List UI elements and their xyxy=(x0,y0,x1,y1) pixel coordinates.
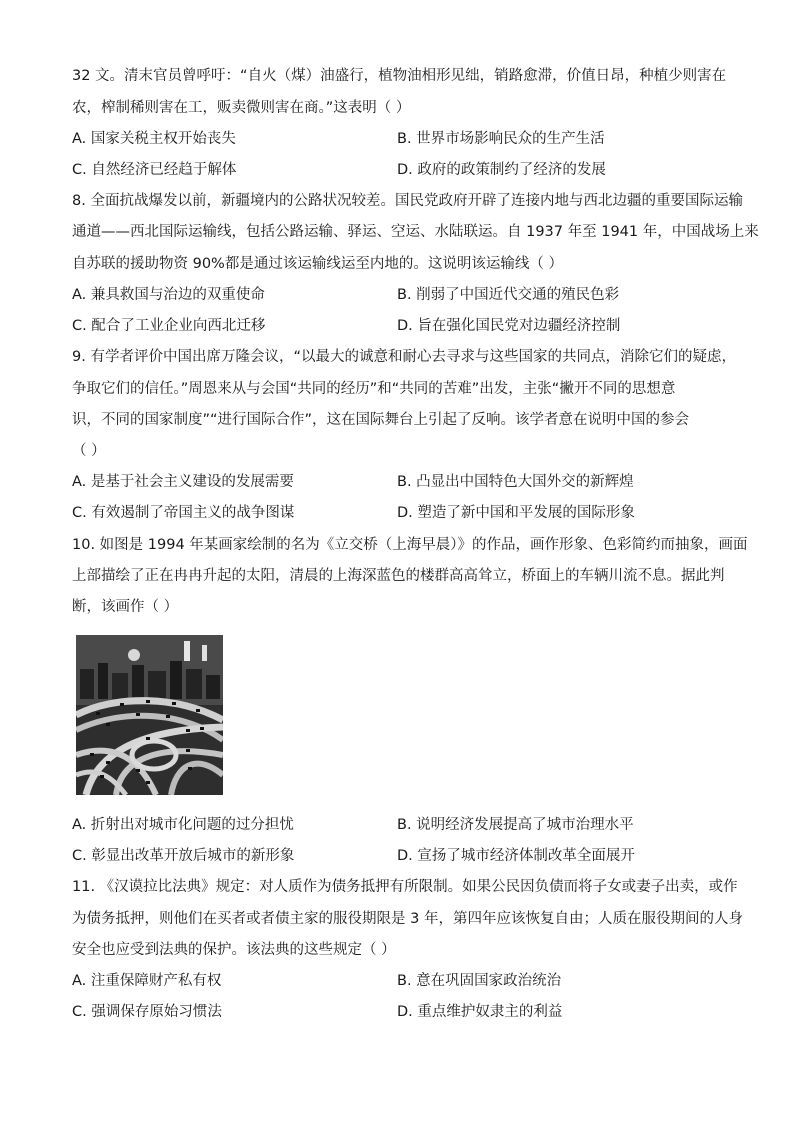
q8-option-a: A. 兼具救国与治边的双重使命 xyxy=(72,287,265,303)
q7-option-a: A. 国家关税主权开始丧失 xyxy=(72,131,236,147)
q8-option-c: C. 配合了工业企业向西北迁移 xyxy=(72,318,266,334)
q9-option-d: D. 塑造了新中国和平发展的国际形象 xyxy=(397,505,635,521)
q9-option-c: C. 有效遏制了帝国主义的战争图谋 xyxy=(72,505,295,521)
q8-option-b: B. 削弱了中国近代交通的殖民色彩 xyxy=(397,287,620,303)
painting-illustration xyxy=(76,635,223,795)
q11-option-a: A. 注重保障财产私有权 xyxy=(72,973,222,989)
q10-stem-line-2: 上部描绘了正在冉冉升起的太阳，清晨的上海深蓝色的楼群高高耸立，桥面上的车辆川流不息。据此判 xyxy=(72,568,725,584)
q10-option-a: A. 折射出对城市化问题的过分担忧 xyxy=(72,817,294,833)
q7-option-b: B. 世界市场影响民众的生产生活 xyxy=(397,131,605,147)
q10-option-b: B. 说明经济发展提高了城市治理水平 xyxy=(397,817,634,833)
q9-option-a: A. 是基于社会主义建设的发展需要 xyxy=(72,474,294,490)
q9-stem-line-3: 识，不同的国家制度”“进行国际合作”，这在国际舞台上引起了反响。该学者意在说明中国的参会 xyxy=(72,412,690,428)
q8-stem-line-1: 8. 全面抗战爆发以前，新疆境内的公路状况较差。国民党政府开辟了连接内地与西北边疆的重要国际运输 xyxy=(72,193,743,209)
q8-option-d: D. 旨在强化国民党对边疆经济控制 xyxy=(397,318,621,334)
q7-stem-line-1: 32 文。清末官员曾呼吁：“自火（煤）油盛行，植物油相形见绌，销路愈滞，价值日昂，种植少则害在 xyxy=(72,68,727,84)
q10-option-d: D. 宣扬了城市经济体制改革全面展开 xyxy=(397,848,635,864)
q11-option-b: B. 意在巩固国家政治统治 xyxy=(397,973,562,989)
q9-stem-line-1: 9. 有学者评价中国出席万隆会议，“以最大的诚意和耐心去寻求与这些国家的共同点，消除它们的疑虑， xyxy=(72,349,736,365)
q11-option-c: C. 强调保存原始习惯法 xyxy=(72,1004,222,1020)
q10-option-c: C. 彰显出改革开放后城市的新形象 xyxy=(72,848,295,864)
q11-stem-line-2: 为债务抵押，则他们在买者或者债主家的服役期限是 3 年，第四年应该恢复自由；人质在服役期间的人身 xyxy=(72,911,743,927)
q11-option-d: D. 重点维护奴隶主的利益 xyxy=(397,1004,563,1020)
q10-stem-line-3: 断，该画作（ ） xyxy=(72,599,179,615)
q10-stem-line-1: 10. 如图是 1994 年某画家绘制的名为《立交桥（上海早晨）》的作品，画作形象、色彩简约而抽象，画面 xyxy=(72,537,748,553)
q9-option-b: B. 凸显出中国特色大国外交的新辉煌 xyxy=(397,474,634,490)
q8-stem-line-3: 自苏联的援助物资 90%都是通过该运输线运至内地的。这说明该运输线（ ） xyxy=(72,256,563,272)
q7-option-d: D. 政府的政策制约了经济的发展 xyxy=(397,162,606,178)
q8-stem-line-2: 通道——西北国际运输线，包括公路运输、驿运、空运、水陆联运。自 1937 年至 1941 年，中国战场上来 xyxy=(72,224,759,240)
overpass-painting-image xyxy=(76,635,223,795)
q9-stem-line-4: （ ） xyxy=(72,443,106,459)
q11-stem-line-1: 11. 《汉谟拉比法典》规定：对人质作为债务抵押有所限制。如果公民因负债而将子女或妻子出卖，或作 xyxy=(72,879,738,895)
q9-stem-line-2: 争取它们的信任。”周恩来从与会国“共同的经历”和“共同的苦难”出发，主张“撇开不同的思想意 xyxy=(72,381,676,397)
q7-stem-line-2: 农，榨制稀则害在工，贩卖微则害在商。”这表明（ ） xyxy=(72,100,411,116)
q11-stem-line-3: 安全也应受到法典的保护。该法典的这些规定（ ） xyxy=(72,942,396,958)
q7-option-c: C. 自然经济已经趋于解体 xyxy=(72,162,237,178)
